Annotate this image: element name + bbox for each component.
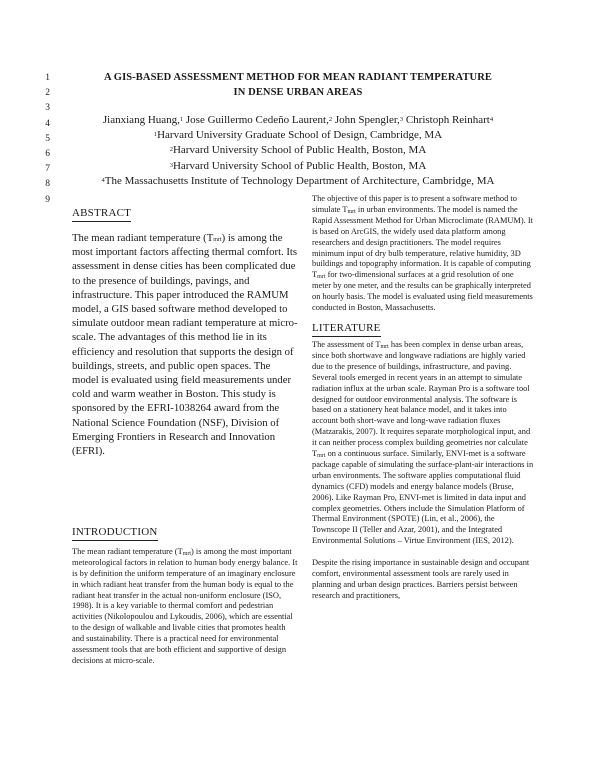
abstract-heading: ABSTRACT	[72, 207, 131, 222]
literature-subscript-1: mrt	[380, 343, 389, 350]
line-number: 6	[45, 149, 50, 160]
objective-text-start: The objective of this paper is to present a software method to simulate T	[312, 194, 517, 214]
objective-subscript-2: mrt	[317, 274, 326, 281]
affiliation-3	[72, 159, 524, 174]
author-4: Christoph Reinhart	[403, 114, 490, 126]
introduction-subscript: mrt	[182, 550, 192, 557]
abstract-text-start: The mean radiant temperature (T	[72, 232, 214, 244]
affiliation-4-text: The Massachusetts Institute of Technology Department of Architecture, Cambridge, MA	[104, 174, 495, 187]
author-2: Jose Guillermo Cedeño Laurent,	[183, 114, 329, 126]
objective-subscript-1: mrt	[347, 208, 356, 215]
affiliation-1-text: Harvard University Graduate School of Design, Cambridge, MA	[157, 129, 443, 142]
literature-paragraph	[312, 340, 534, 547]
introduction-heading: INTRODUCTION	[72, 526, 158, 541]
line-number: 9	[45, 194, 50, 205]
paper-title	[72, 70, 524, 100]
introduction-text-rest: ) is among the most important meteorological factors in relation to human body energy balance. It is by definition the uniform temperature of an imaginary enclosure in which radiant heat transfer from the human body is equal to the radiant heat transfer in the actual non-uniform enclosure (ISO, 1998). It is a key variable to thermal comfort and pedestrian activities (Nikolopoulou and Lykoudis, 2006), which are essential to the design of walkable and livable cities that promotes health and sustainability. There is a practical need for environmental assessment tools that are both efficient and supportive of design decisions at micro-scale.	[72, 546, 298, 665]
affiliation-1-marker: 1	[153, 131, 158, 139]
objective-text-end: for two-dimensional surfaces at a grid resolution of one meter by one meter, and the results can be graphically interpreted on hourly basis. The model is evaluated using field measurements conducted in Boston, Massachusetts.	[312, 270, 533, 313]
author-block	[72, 113, 524, 189]
author-list	[72, 113, 524, 128]
line-number: 5	[45, 133, 50, 144]
affiliation-3-text: Harvard University School of Public Health, Boston, MA	[172, 159, 427, 172]
introduction-text-start: The mean radiant temperature (T	[72, 546, 183, 556]
line-number: 3	[45, 103, 50, 114]
introduction-text	[72, 547, 298, 667]
right-column	[312, 194, 534, 602]
abstract-text-rest: ) is among the most important factors affecting thermal comfort. Its assessment in dense cities has been complicated due to the presence of buildings, pavings, and infrastructure. This paper introduced the RAMUM model, a GIS based software method developed to simulate outdoor mean radiant temperature at micro-scale. The advantages of this method lie in its efficiency and resolution that supports the design of buildings, streets, and public open spaces. The model is evaluated using field measurements under cold and warm weather in Boston. This study is sponsored by the EFRI-1038264 award from the National Science Foundation (NSF), Division of Emerging Frontiers in Research and Innovation (EFRI).	[72, 232, 298, 458]
objective-text-middle: in urban environments. The model is named the Rapid Assessment Method for Urban Microclimate (RAMUM). It is based on ArcGIS, the widely used data platform among researchers and design practitioners. The model requires minimum input of dry bulb temperature, relative humidity, 3D buildings and topography information. It is capable of computing T	[312, 204, 533, 280]
affiliation-4	[72, 174, 524, 189]
line-number: 2	[45, 88, 50, 99]
literature-text-middle: has been complex in dense urban areas, since both shortwave and longwave radiations are highly varied due to the presence of buildings, infrastructure, and paving. Several tools emerged in recent years in an attempt to simulate radiation influx at the urban scale. Rayman Pro is a software tool designed for outdoor environmental analysis. The software is based on a stationery heat balance model, and it takes into account both short-wave and long-wave radiation fluxes (Matzarakis, 2007). It requires separate morphological input, and it can neither process complex building geometries nor calculate T	[312, 339, 531, 459]
left-column	[72, 203, 298, 667]
author-1: Jianxiang Huang,	[102, 114, 180, 126]
line-numbers	[30, 71, 50, 208]
literature-heading: LITERATURE	[312, 322, 381, 337]
author-3: John Spengler,	[332, 114, 400, 126]
title-line-2: IN DENSE URBAN AREAS	[233, 87, 363, 99]
affiliation-2	[72, 143, 524, 158]
affiliation-3-marker: 3	[169, 161, 173, 169]
objective-paragraph	[312, 194, 534, 314]
author-3-marker: 3	[399, 116, 404, 123]
literature-text-start: The assessment of T	[312, 339, 381, 349]
literature-paragraph-2: Despite the rising importance in sustainable design and occupant comfort, environmental assessment tools are rarely used in planning and urban design practices. Barriers persist between research and practitioners,	[312, 558, 530, 600]
literature-subscript-2: mrt	[317, 453, 326, 460]
line-number: 4	[45, 118, 50, 129]
affiliation-2-text: Harvard University School of Public Health, Boston, MA	[172, 144, 427, 157]
abstract-subscript: mrt	[213, 237, 222, 243]
author-2-marker: 2	[328, 116, 333, 123]
literature-text-end: on a continuous surface. Similarly, ENVI-met is a software package capable of simulating the surface-plant-air interactions in urban environments. The software applies computational fluid dynamics (CFD) models and energy balance models (Bruse, 2006). Like Rayman Pro, ENVI-met is limited in data input and complex geometries. Others include the Simulation Platform of Thermal Environment (SPOTE) (Lin, et al., 2006), the Townscope II (Teller and Azar, 2001), and the Integrated Environmental Solutions – Virtue Environment (IES, 2012).	[312, 449, 534, 546]
author-1-marker: 1	[179, 116, 184, 123]
line-number: 1	[45, 73, 50, 83]
abstract-text	[72, 231, 298, 458]
author-4-marker: 4	[489, 116, 494, 123]
line-number: 7	[45, 164, 50, 175]
affiliation-4-marker: 4	[101, 176, 105, 184]
title-line-1: A GIS-BASED ASSESSMENT METHOD FOR MEAN RADIANT TEMPERATURE	[103, 72, 493, 83]
affiliation-1	[72, 128, 524, 143]
affiliation-2-marker: 2	[169, 146, 173, 154]
line-number: 8	[45, 179, 50, 190]
